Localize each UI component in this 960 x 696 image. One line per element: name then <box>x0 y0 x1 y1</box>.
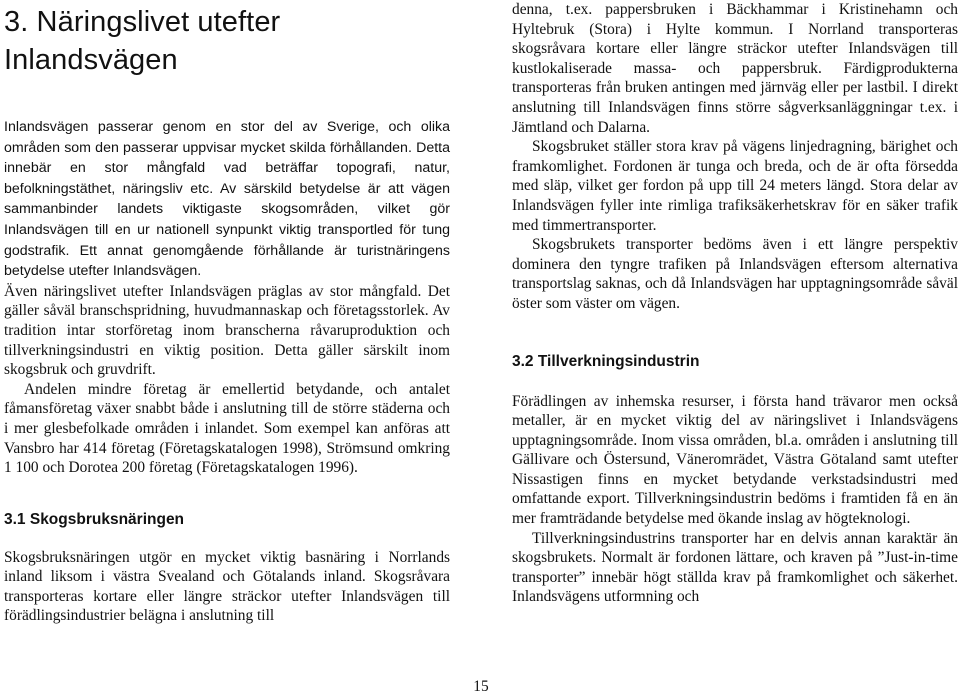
page-number: 15 <box>473 678 489 695</box>
body-paragraph: denna, t.ex. pappersbruken i Bäckhammar i Kristinehamn och Hyltebruk (Stora) i Hylte kommun. I Norrland transporteras skogsråvara kortare eller längre sträckor utefter Inlandsvägen till kustlokaliserade massa- och pappersbruk. Färdigprodukterna transporteras från bruken antingen med järnväg eller per lastbil. I direkt anslutning till Inlandsvägen finns större sågverksanläggningar t.ex. i Jämtland och Dalarna. <box>512 1 958 136</box>
intro-paragraph-part-2: Av särskild betydelse är att vägen sammanbinder landets viktigaste skogsområden, vilket gör Inlandsvägen till en ur nationell synpunkt viktig transportled för tung godstrafik. Ett annat genomgående förhållande är turistnäringens betydelse utefter Inlandsvägen. <box>4 180 450 280</box>
chapter-title-line-2: Inlandsvägen <box>4 44 178 76</box>
body-paragraph: Tillverkningsindustrins transporter har en delvis annan karaktär än skogsbrukets. Normalt är fordonen lättare, och kraven på ”Just-in-time transporter” innebär högt ställda krav på framkomlighet och säkerhet. Inlandsvägens utformning och <box>512 529 958 606</box>
body-paragraph: Skogsbrukets transporter bedöms även i ett längre perspektiv dominera den tyngre trafiken på Inlandsvägen eftersom alternativa transportslag saknas, och då Inlandsvägen har upptagningsområde såväl öster som väster om vägen. <box>512 236 958 312</box>
body-paragraph: Skogsbruksnäringen utgör en mycket viktig basnäring i Norrlands inland liksom i västra Svealand och Götalands inland. Skogsråvara transporteras kortare eller längre sträckor utefter Inlandsvägen till förädlingsindustrier belägna i anslutning till <box>4 548 450 625</box>
intro-paragraph-part-1: Inlandsvägen passerar genom en stor del av Sverige, och olika områden som den passerar uppvisar mycket skilda förhållanden. Detta innebär en stor mångfald vad beträffar topografi, natur, befolkningstäthet, näringsliv etc. <box>4 119 450 197</box>
chapter-title <box>4 3 450 79</box>
body-paragraph: Även näringslivet utefter Inlandsvägen präglas av stor mångfald. Det gäller såväl branschspridning, huvudmannaskap och företagsstorlek. Av tradition intar storföretag inom branscherna råvaruproduktion och tillverkningsindustri en viktig position. Detta gäller särskilt inom skogsbruk och gruvdrift. <box>4 282 450 379</box>
section-heading-3-2: 3.2 Tillverkningsindustrin <box>512 352 700 370</box>
body-paragraph: Andelen mindre företag är emellertid betydande, och antalet fåmansföretag växer snabbt både i anslutning till de större städerna och i mer glesbefolkade områden i inlandet. Som exempel kan anföras att Vansbro har 414 företag (Företagskatalogen 1998), Strömsund omkring 1 100 och Dorotea 200 företag (Företagskatalogen 1996). <box>4 380 450 477</box>
intro-paragraph <box>4 117 450 282</box>
body-paragraph: Förädlingen av inhemska resurser, i första hand trävaror men också metaller, är en mycket viktig del av näringslivet i Inlandsvägens upptagningsområde. Inom vissa områden, bl.a. områden i anslutning till Gällivare och Östersund, Väneromrädet, Västra Götaland samt utefter Nissastigen finns en mycket betydande verkstadsindustri med omfattande export. Tillverkningsindustrin bedöms i framtiden få en än mer framträdande betydelse med ökande inslag av högteknologi. <box>512 392 958 528</box>
right-column <box>512 0 958 607</box>
left-column <box>4 0 450 626</box>
chapter-title-line-1: 3. Näringslivet utefter <box>4 6 281 38</box>
section-heading-3-1: 3.1 Skogsbruksnäringen <box>4 510 185 528</box>
body-paragraph: Skogsbruket ställer stora krav på vägens linjedragning, bärighet och framkomlighet. Fordonen är tunga och breda, och de är ofta försedda med släp, vilket ger fordon på upp till 24 meters längd. Stora delar av Inlandsvägen fyller inte rimliga trafiksäkerhetskrav för en säker trafik med timmertransporter. <box>512 138 958 234</box>
